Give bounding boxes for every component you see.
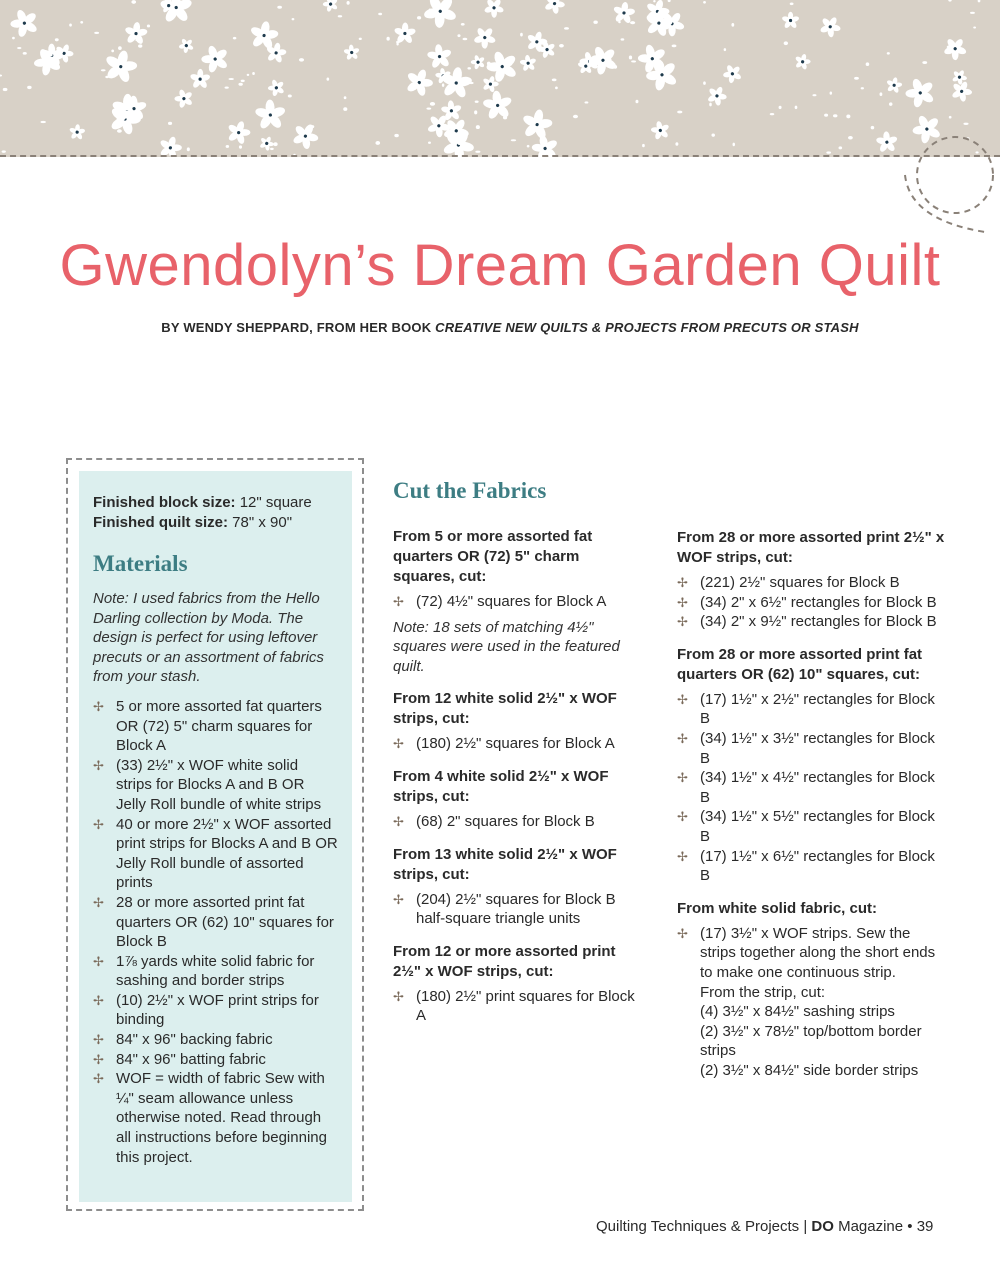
cut-group xyxy=(393,689,638,754)
bullet-icon: ✢ xyxy=(93,816,104,832)
list-item xyxy=(677,807,947,846)
bullet-icon: ✢ xyxy=(393,736,404,752)
bullet-icon: ✢ xyxy=(93,953,104,969)
cut-subline: (2) 3½" x 84½" side border strips xyxy=(700,1061,919,1079)
cut-group xyxy=(393,942,638,1026)
cut-group-title: From 5 or more assorted fat quarters OR (72) 5" charm squares, cut: xyxy=(393,528,593,585)
list-item xyxy=(677,924,947,983)
cut-group-title: From 4 white solid 2½" x WOF strips, cut: xyxy=(393,767,609,805)
cut-group xyxy=(393,845,638,929)
bullet-icon: ✢ xyxy=(677,809,688,825)
list-item-text: (17) 1½" x 2½" rectangles for Block B xyxy=(700,690,935,728)
cut-list xyxy=(393,592,638,612)
bullet-icon: ✢ xyxy=(393,813,404,829)
list-item xyxy=(93,697,338,756)
cut-group-title: From 28 or more assorted print 2½" x WOF strips, cut: xyxy=(677,529,945,566)
cut-group-title: From 28 or more assorted print fat quarters OR (62) 10" squares, cut: xyxy=(677,645,923,683)
list-item xyxy=(677,729,947,768)
cut-subline: (2) 3½" x 78½" top/bottom border strips xyxy=(700,1022,922,1060)
materials-sidebar xyxy=(79,471,352,1202)
cut-group-title: From 12 or more assorted print 2½" x WOF strips, cut: xyxy=(393,942,616,980)
list-item xyxy=(93,1030,338,1050)
list-item xyxy=(677,690,947,729)
list-item-text: 84" x 96" batting fabric xyxy=(116,1050,266,1068)
cut-heading: Cut the Fabrics xyxy=(393,478,547,503)
bullet-icon: ✢ xyxy=(677,691,688,707)
cut-list xyxy=(393,987,638,1026)
list-item-text: 5 or more assorted fat quarters OR (72) 5" charm squares for Block A xyxy=(116,697,322,755)
cut-column-1 xyxy=(393,478,638,1039)
stitch-line xyxy=(0,155,1000,157)
list-item-text: (34) 2" x 9½" rectangles for Block B xyxy=(700,613,937,631)
book-title: CREATIVE NEW QUILTS & PROJECTS FROM PRECUTS OR STASH xyxy=(435,320,859,335)
list-item xyxy=(393,734,638,754)
list-item-text: (180) 2½" print squares for Block A xyxy=(416,987,635,1025)
list-item xyxy=(677,612,947,632)
list-item-text: (34) 1½" x 3½" rectangles for Block B xyxy=(700,729,935,767)
list-item xyxy=(677,768,947,807)
floral-banner xyxy=(0,0,1000,157)
bullet-icon: ✢ xyxy=(677,925,688,941)
cut-group xyxy=(677,645,947,886)
list-item xyxy=(93,756,338,815)
list-item xyxy=(93,815,338,893)
list-item xyxy=(93,1069,338,1167)
page-title: Gwendolyn’s Dream Garden Quilt xyxy=(59,233,941,298)
byline-prefix: BY WENDY SHEPPARD, FROM HER BOOK xyxy=(161,320,436,335)
list-item-text: (17) 3½" x WOF strips. Sew the strips together along the short ends to make one continuous strip. xyxy=(700,924,936,981)
list-item-text: (180) 2½" squares for Block A xyxy=(416,735,615,753)
list-item-text: (221) 2½" squares for Block B xyxy=(700,574,900,591)
bullet-icon: ✢ xyxy=(93,992,104,1008)
list-item-text: WOF = width of fabric Sew with ¼" seam allowance unless otherwise noted. Read through all instructions before beginning this project. xyxy=(116,1070,327,1166)
cut-list xyxy=(677,924,947,1081)
list-item-text: 84" x 96" backing fabric xyxy=(116,1031,273,1049)
cut-note: Note: 18 sets of matching 4½" squares were used in the featured quilt. xyxy=(393,618,620,675)
page-footer: Quilting Techniques & Projects | DO Magazine • 39 xyxy=(596,1218,934,1235)
cut-column-2 xyxy=(677,528,947,1093)
materials-note: Note: I used fabrics from the Hello Darling collection by Moda. The design is perfect for using leftover precuts or an assortment of fabrics from your stash. xyxy=(93,590,324,686)
bullet-icon: ✢ xyxy=(393,594,404,609)
list-item xyxy=(393,812,638,832)
cut-group-title: From 13 white solid 2½" x WOF strips, cut: xyxy=(393,845,617,883)
finished-quilt-size: Finished quilt size: 78" x 90" xyxy=(93,514,293,531)
bullet-icon: ✢ xyxy=(677,575,688,590)
list-item-text: (68) 2" squares for Block B xyxy=(416,812,595,830)
list-item-text: (204) 2½" squares for Block B half-square triangle units xyxy=(416,890,616,928)
list-item-text: (34) 2" x 6½" rectangles for Block B xyxy=(700,593,937,611)
bullet-icon: ✢ xyxy=(93,894,104,910)
cut-subline: From the strip, cut: xyxy=(700,983,826,1001)
list-item-text: 1⅞ yards white solid fabric for sashing and border strips xyxy=(116,952,315,990)
list-item-text: (17) 1½" x 6½" rectangles for Block B xyxy=(700,847,935,885)
cut-group-title: From white solid fabric, cut: xyxy=(677,899,878,917)
bullet-icon: ✢ xyxy=(393,891,404,907)
bullet-icon: ✢ xyxy=(93,1051,104,1067)
list-item-text: (33) 2½" x WOF white solid strips for Blocks A and B OR Jelly Roll bundle of white strips xyxy=(116,756,322,813)
cut-group xyxy=(393,527,638,676)
cut-group-title: From 12 white solid 2½" x WOF strips, cut: xyxy=(393,690,617,728)
list-item xyxy=(93,1050,338,1070)
bullet-icon: ✢ xyxy=(677,770,688,786)
flower-pattern-icon xyxy=(0,0,1000,157)
cut-list xyxy=(393,812,638,832)
cut-list xyxy=(393,890,638,929)
list-item xyxy=(393,592,638,612)
bullet-icon: ✢ xyxy=(93,698,104,714)
cut-group xyxy=(393,767,638,832)
list-item xyxy=(677,847,947,886)
list-item xyxy=(93,991,338,1030)
cut-list xyxy=(677,690,947,886)
list-item xyxy=(393,987,638,1026)
list-item xyxy=(93,952,338,991)
list-item xyxy=(677,593,947,613)
cut-subline: (4) 3½" x 84½" sashing strips xyxy=(700,1003,895,1021)
materials-list xyxy=(93,697,338,1167)
bullet-icon: ✢ xyxy=(677,730,688,746)
finished-block-size: Finished block size: 12" square xyxy=(93,494,312,511)
bullet-icon: ✢ xyxy=(393,988,404,1004)
materials-heading: Materials xyxy=(93,551,188,576)
list-item-text: (34) 1½" x 4½" rectangles for Block B xyxy=(700,769,935,806)
cut-group xyxy=(677,899,947,1081)
list-item-text: 40 or more 2½" x WOF assorted print strips for Blocks A and B OR Jelly Roll bundle of assorted prints xyxy=(116,815,338,892)
list-item-text: (34) 1½" x 5½" rectangles for Block B xyxy=(700,808,935,845)
list-item-text: (10) 2½" x WOF print strips for binding xyxy=(116,991,319,1029)
byline xyxy=(0,320,1000,335)
bullet-icon: ✢ xyxy=(677,848,688,864)
cut-list xyxy=(393,734,638,754)
list-item xyxy=(393,890,638,929)
list-item-text: (72) 4½" squares for Block A xyxy=(416,593,607,610)
list-item xyxy=(677,573,947,593)
bullet-icon: ✢ xyxy=(93,1032,104,1048)
bullet-icon: ✢ xyxy=(93,1071,104,1087)
list-item-text: 28 or more assorted print fat quarters OR (62) 10" squares for Block B xyxy=(116,893,334,951)
cut-list xyxy=(677,573,947,632)
cut-group xyxy=(677,528,947,632)
bullet-icon: ✢ xyxy=(93,757,104,773)
list-item xyxy=(93,893,338,952)
bullet-icon: ✢ xyxy=(677,614,688,630)
bullet-icon: ✢ xyxy=(677,594,688,610)
